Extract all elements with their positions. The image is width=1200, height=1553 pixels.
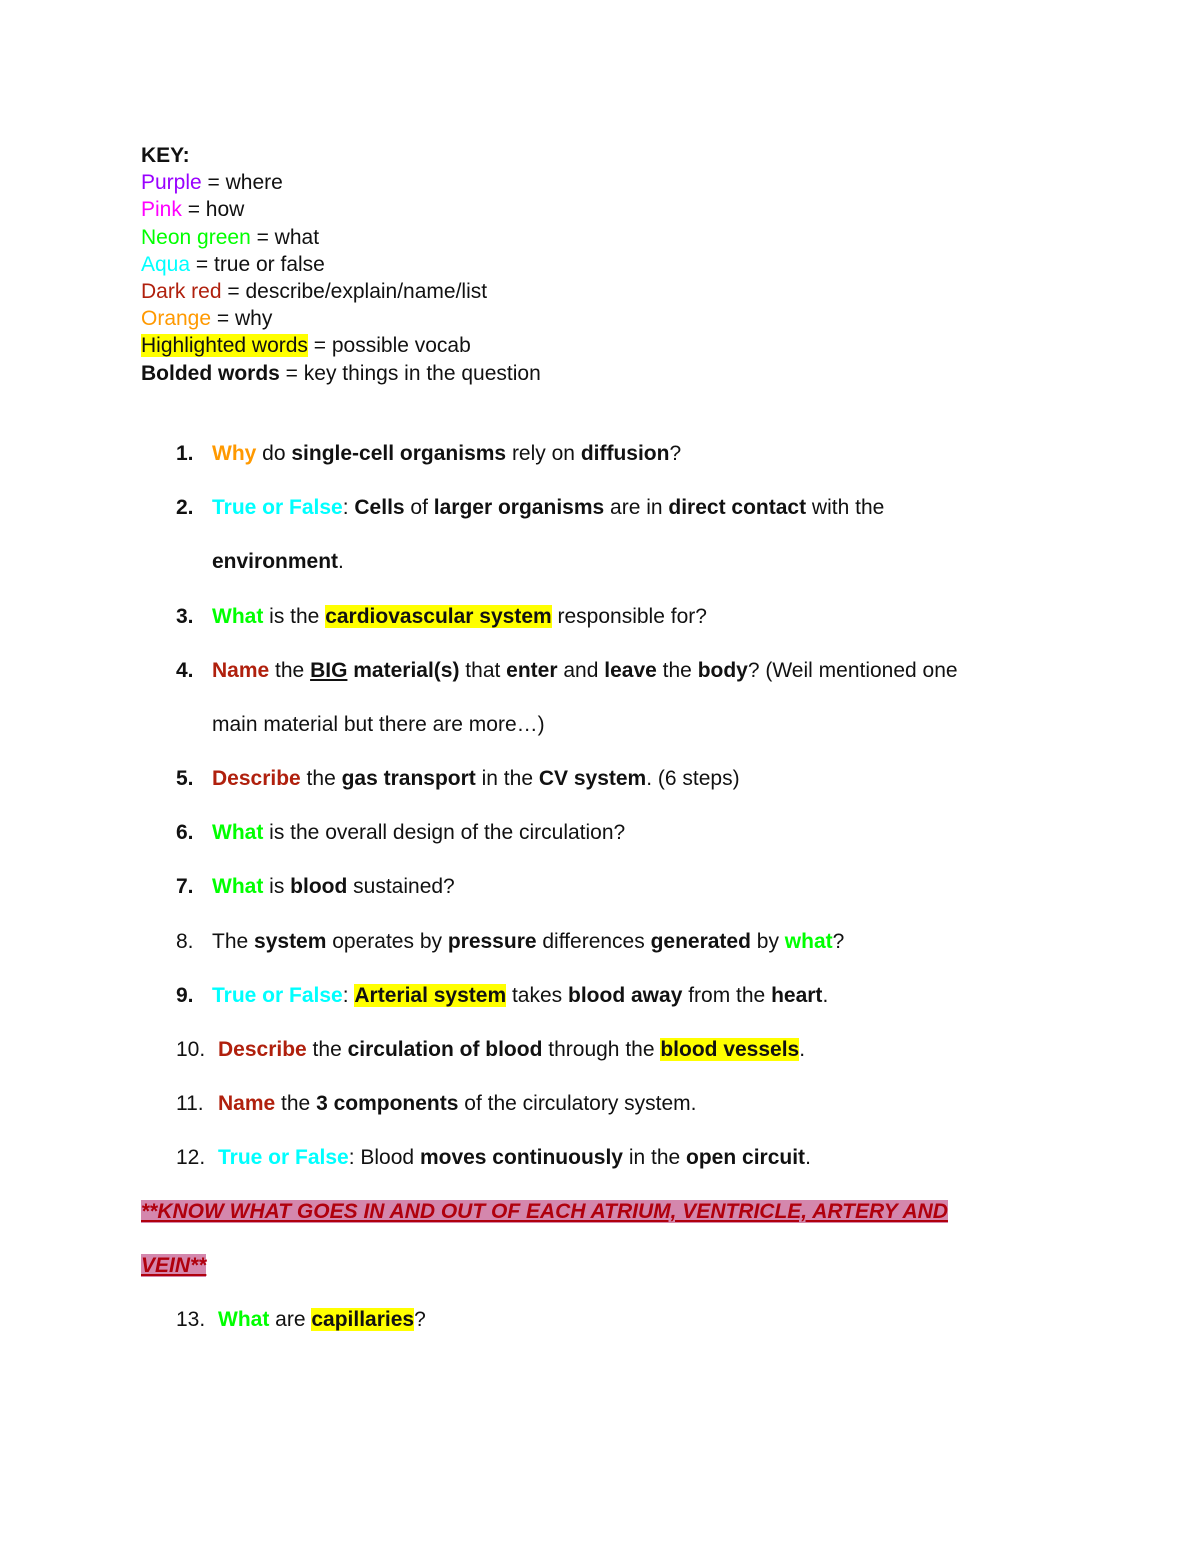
q5-text: . (6 steps) xyxy=(646,767,740,790)
q4-bold: enter xyxy=(506,659,558,682)
key-darkred-label: Dark red xyxy=(141,280,222,304)
key-purple-meaning: = where xyxy=(201,171,283,195)
question-number: 13. xyxy=(176,1308,206,1331)
q12-text: in the xyxy=(622,1146,687,1169)
banner-text: **KNOW WHAT GOES IN AND OUT OF EACH ATRIUM, VENTRICLE, ARTERY AND xyxy=(141,1200,948,1223)
question-number: 8. xyxy=(176,930,194,953)
q4-text: and xyxy=(557,659,605,682)
q9-bold: heart xyxy=(771,984,823,1007)
q3-text: responsible for? xyxy=(551,605,707,628)
q10-bold: circulation of blood xyxy=(347,1038,543,1061)
key-purple xyxy=(141,169,541,196)
key-highlight-meaning: = possible vocab xyxy=(307,334,471,358)
question-number: 12. xyxy=(176,1146,206,1169)
q9-text: from the xyxy=(682,984,772,1007)
question-number: 4. xyxy=(176,659,194,682)
q6-what: What xyxy=(212,821,264,844)
question-number: 5. xyxy=(176,767,194,790)
q3-text: is the xyxy=(263,605,326,628)
q1-text: do xyxy=(256,442,292,465)
key-green-meaning: = what xyxy=(250,225,320,249)
question-11 xyxy=(176,1092,697,1116)
q4-text: the xyxy=(269,659,311,682)
key-green-label: Neon green xyxy=(141,225,251,249)
question-number: 11. xyxy=(176,1092,204,1115)
q7-text: is xyxy=(263,875,291,898)
q11-text: of the circulatory system. xyxy=(458,1092,697,1115)
q4-bold: BIG xyxy=(310,659,348,682)
q10-text: . xyxy=(799,1038,806,1061)
key-pink-label: Pink xyxy=(141,198,182,222)
q8-text: differences xyxy=(536,930,651,953)
key-purple-label: Purple xyxy=(141,171,202,195)
q5-describe: Describe xyxy=(212,767,301,790)
q9-true-false: True or False xyxy=(212,984,343,1007)
q7-what: What xyxy=(212,875,264,898)
q12-text: : Blood xyxy=(348,1146,420,1169)
q12-bold: open circuit xyxy=(686,1146,806,1169)
q3-what: What xyxy=(212,605,264,628)
q8-what: what xyxy=(784,930,833,953)
question-number: 9. xyxy=(176,984,194,1007)
know-banner-line-1 xyxy=(141,1200,948,1224)
q7-text: sustained? xyxy=(347,875,455,898)
question-7 xyxy=(176,875,455,899)
q8-text: ? xyxy=(832,930,845,953)
q13-what: What xyxy=(218,1308,270,1331)
question-number: 10. xyxy=(176,1038,206,1061)
question-number: 3. xyxy=(176,605,194,628)
key-darkred xyxy=(141,278,541,305)
q13-vocab: capillaries xyxy=(311,1308,415,1331)
key-bold xyxy=(141,360,541,387)
question-13 xyxy=(176,1308,426,1332)
key-aqua-label: Aqua xyxy=(141,252,191,276)
q5-bold: CV system xyxy=(538,767,647,790)
color-key xyxy=(141,142,541,387)
key-aqua-meaning: = true or false xyxy=(190,252,325,276)
q1-text: rely on xyxy=(506,442,581,465)
key-bold-label: Bolded words xyxy=(141,361,280,385)
q8-text: by xyxy=(750,930,785,953)
q8-text: operates by xyxy=(326,930,448,953)
q13-text: ? xyxy=(414,1308,426,1331)
key-pink-meaning: = how xyxy=(181,198,245,222)
q4-name: Name xyxy=(212,659,270,682)
q4-text: that xyxy=(459,659,507,682)
question-1 xyxy=(176,442,681,466)
key-pink xyxy=(141,196,541,223)
q11-bold: 3 components xyxy=(316,1092,459,1115)
q10-text: through the xyxy=(542,1038,661,1061)
key-aqua xyxy=(141,251,541,278)
question-number: 1. xyxy=(176,442,194,465)
q5-text: the xyxy=(300,767,342,790)
q12-true-false: True or False xyxy=(218,1146,349,1169)
q2-text: : xyxy=(342,496,355,519)
key-highlight-label: Highlighted words xyxy=(141,334,308,358)
question-number: 6. xyxy=(176,821,194,844)
q13-text: are xyxy=(269,1308,312,1331)
q3-vocab: cardiovascular system xyxy=(325,605,552,628)
key-bold-meaning: = key things in the question xyxy=(279,361,541,385)
q5-bold: gas transport xyxy=(341,767,476,790)
q5-text: in the xyxy=(475,767,539,790)
q8-bold: generated xyxy=(650,930,751,953)
q4-bold: leave xyxy=(604,659,657,682)
q11-name: Name xyxy=(218,1092,276,1115)
q1-text: ? xyxy=(669,442,682,465)
question-number: 7. xyxy=(176,875,194,898)
q4-bold: material(s) xyxy=(347,659,460,682)
q7-bold: blood xyxy=(290,875,348,898)
q1-bold: single-cell organisms xyxy=(291,442,507,465)
q9-bold: blood away xyxy=(568,984,683,1007)
question-5 xyxy=(176,767,740,791)
q2-bold: Cells xyxy=(354,496,405,519)
q1-bold: diffusion xyxy=(580,442,670,465)
q2-text: with the xyxy=(806,496,885,519)
q9-text: : xyxy=(342,984,355,1007)
key-orange xyxy=(141,305,541,332)
question-3 xyxy=(176,605,707,629)
question-4 xyxy=(176,659,958,683)
q2-true-false: True or False xyxy=(212,496,343,519)
q10-text: the xyxy=(306,1038,348,1061)
q12-bold: moves continuously xyxy=(419,1146,623,1169)
q9-text: . xyxy=(822,984,829,1007)
banner-text: VEIN** xyxy=(141,1254,207,1277)
key-darkred-meaning: = describe/explain/name/list xyxy=(221,280,488,304)
question-2 xyxy=(176,496,884,520)
q9-vocab: Arterial system xyxy=(354,984,507,1007)
q8-bold: pressure xyxy=(447,930,537,953)
key-orange-meaning: = why xyxy=(211,307,273,331)
question-6 xyxy=(176,821,625,845)
q8-bold: system xyxy=(254,930,327,953)
know-banner-line-2 xyxy=(141,1254,206,1278)
q10-vocab: blood vessels xyxy=(660,1038,800,1061)
q11-text: the xyxy=(275,1092,317,1115)
question-number: 2. xyxy=(176,496,194,519)
q4-bold: body xyxy=(697,659,748,682)
question-4-continued: main material but there are more…) xyxy=(212,713,545,736)
q2-bold: larger organisms xyxy=(433,496,605,519)
key-highlight xyxy=(141,332,541,359)
question-12 xyxy=(176,1146,811,1170)
q8-text: The xyxy=(212,930,255,953)
q2-bold: direct contact xyxy=(668,496,807,519)
question-2-continued xyxy=(212,550,344,574)
question-9 xyxy=(176,984,828,1008)
q9-text: takes xyxy=(506,984,569,1007)
q1-why: Why xyxy=(212,442,257,465)
q10-describe: Describe xyxy=(218,1038,307,1061)
key-title: KEY: xyxy=(141,144,190,167)
q6-text: is the overall design of the circulation? xyxy=(263,821,626,844)
question-10 xyxy=(176,1038,805,1062)
q2-text: are in xyxy=(604,496,669,519)
question-8 xyxy=(176,930,844,954)
q4-text: ? (Weil mentioned one xyxy=(747,659,958,682)
q12-text: . xyxy=(805,1146,811,1169)
q2-text: . xyxy=(338,550,344,573)
q2-bold: environment xyxy=(212,550,339,573)
q4-text: the xyxy=(656,659,698,682)
key-green xyxy=(141,224,541,251)
q2-text: of xyxy=(404,496,434,519)
key-orange-label: Orange xyxy=(141,307,212,331)
